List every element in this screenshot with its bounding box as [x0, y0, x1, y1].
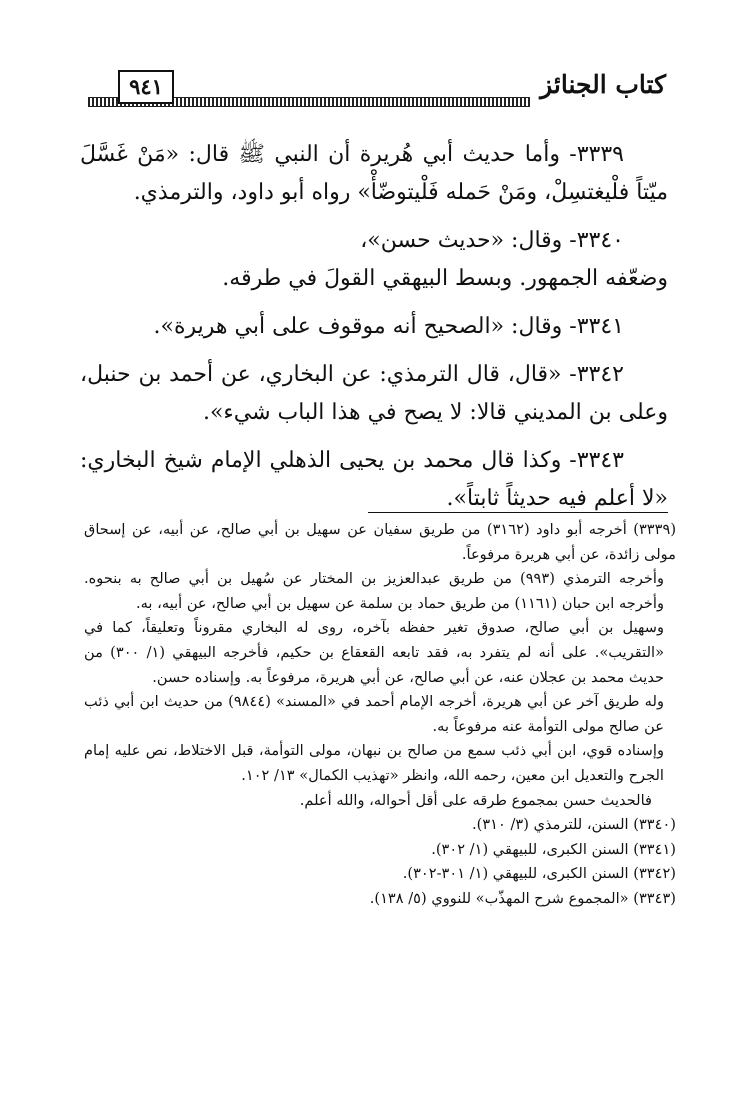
- footnotes: [84, 518, 676, 912]
- footnote-3339-suhail: وسهيل بن أبي صالح، صدوق تغير حفظه بآخره، روى له البخاري مقروناً وتعليقاً، كما في «التقريب». على أنه لم يتفرد به، فقد تابعه القعقاع بن حكيم، فأخرجه البيهقي (١/ ٣٠٠) من حديث محمد بن عجلان عنه، عن أبي صالح، عن أبي هريرة، مرفوعاً به. وإسناده حسن.: [84, 619, 664, 686]
- footnote-3339-conclusion: فالحديث حسن بمجموع طرقه على أقل أحواله، والله أعلم.: [299, 791, 652, 809]
- hadith-3339: ٣٣٣٩- وأما حديث أبي هُريرة أن النبي ﷺ قال: «مَنْ غَسَّلَ ميّتاً فلْيغتسِلْ، ومَنْ حَمله فَلْيتوضّأْ» رواه أبو داود، والترمذي.: [80, 142, 668, 205]
- footnote-3343: (٣٣٤٣) «المجموع شرح المهذّب» للنووي (٥/ ١٣٨).: [369, 889, 676, 907]
- page-number: ٩٤١: [118, 70, 174, 104]
- hadith-3342: ٣٣٤٢- «قال، قال الترمذي: عن البخاري، عن أحمد بن حنبل، وعلى بن المديني قالا: لا يصح في هذا الباب شيء».: [80, 362, 668, 425]
- footnote-3339: (٣٣٣٩) أخرجه أبو داود (٣١٦٢) من طريق سفيان عن سهيل بن أبي صالح، عن أبيه، عن إسحاق مولى زائدة، عن أبي هريرة مرفوعاً.: [84, 521, 677, 563]
- hadith-3341: ٣٣٤١- وقال: «الصحيح أنه موقوف على أبي هريرة».: [153, 314, 624, 339]
- footnote-3339-isnad: وإسناده قوي، ابن أبي ذئب سمع من صالح بن نبهان، مولى التوأمة، قبل الاختلاط، نص عليه إمام الجرح والتعديل ابن معين، رحمه الله، وانظر «تهذيب الكمال» ١٣/ ١٠٢.: [84, 742, 664, 784]
- hadith-3340-continuation: وضعّفه الجمهور. وبسط البيهقي القولَ في طرقه.: [222, 266, 668, 291]
- book-title: كتاب الجنائز: [540, 70, 666, 99]
- footnote-separator: [368, 512, 668, 513]
- main-text: [80, 136, 668, 528]
- hadith-3340: ٣٣٤٠- وقال: «حديث حسن»،: [360, 228, 624, 253]
- footnote-3340: (٣٣٤٠) السنن، للترمذي (٣/ ٣١٠).: [471, 816, 676, 834]
- footnote-3339-tirmidhi: وأخرجه الترمذي (٩٩٣) من طريق عبدالعزيز بن المختار عن سُهيل بن أبي صالح به بنحوه. وأخرجه ابن حبان (١١٦١) من طريق حماد بن سلمة عن سهيل بن أبي صالح، عن أبيه، به.: [84, 570, 664, 612]
- footnote-3341: (٣٣٤١) السنن الكبرى، للبيهقي (١/ ٣٠٢).: [431, 840, 676, 858]
- footnote-3339-ahmad: وله طريق آخر عن أبي هريرة، أخرجه الإمام أحمد في «المسند» (٩٨٤٤) من حديث ابن أبي ذئب عن صالح مولى التوأمة عنه مرفوعاً به.: [84, 693, 664, 735]
- footnote-3342: (٣٣٤٢) السنن الكبرى، للبيهقي (١/ ٣٠١-٣٠٢).: [402, 865, 676, 883]
- hadith-3343: ٣٣٤٣- وكذا قال محمد بن يحيى الذهلي الإمام شيخ البخاري: «لا أعلم فيه حديثاً ثابتاً».: [80, 448, 668, 511]
- page-header: [88, 70, 666, 114]
